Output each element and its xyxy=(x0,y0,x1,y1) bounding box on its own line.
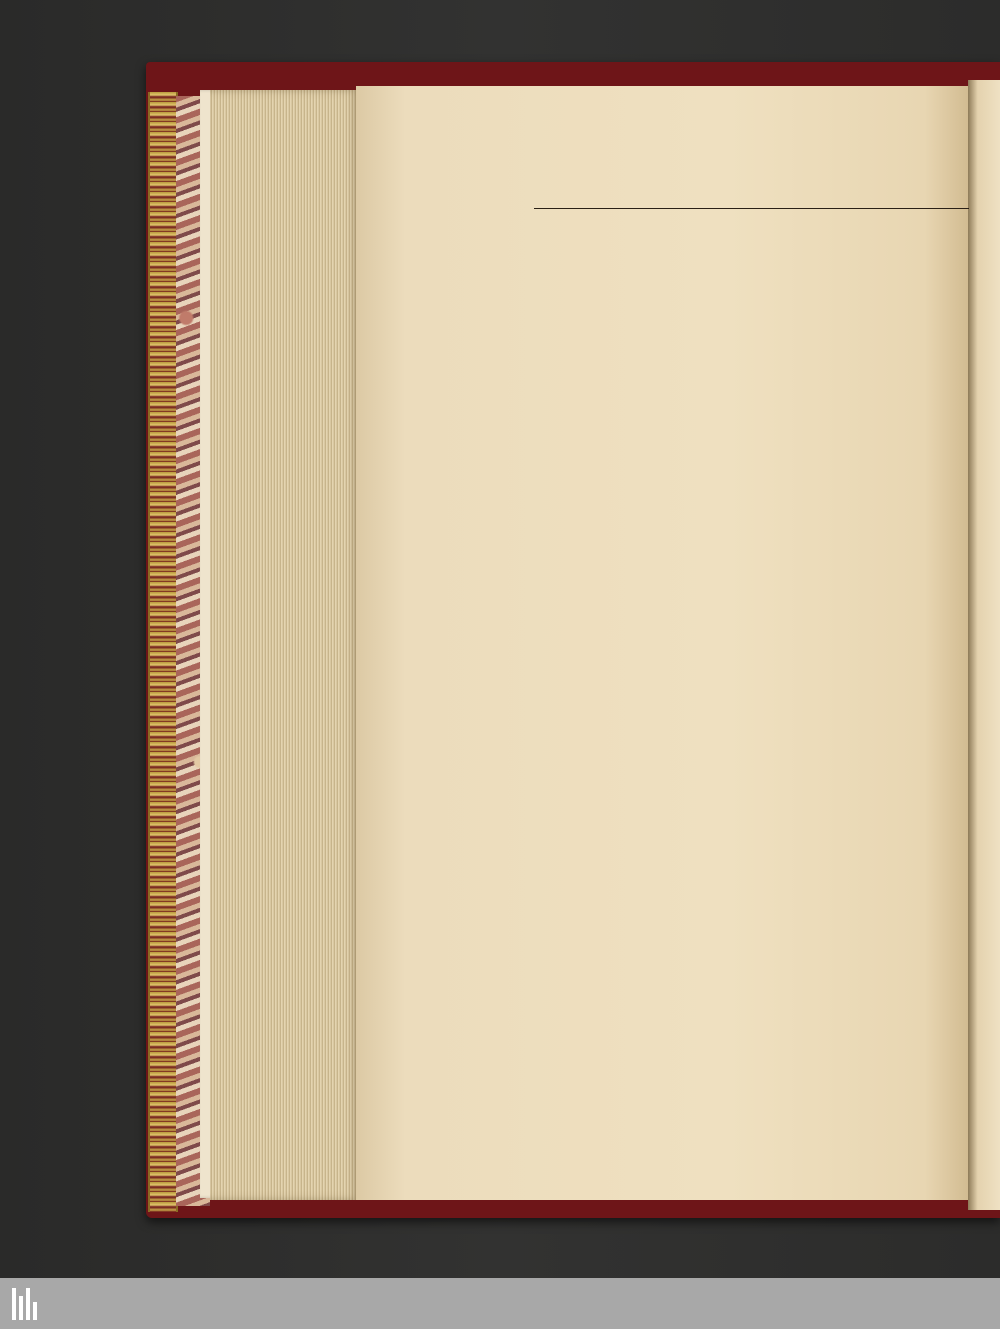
facing-page-gutter xyxy=(968,80,1000,1210)
book-page xyxy=(356,86,974,1200)
page-block-edge xyxy=(210,90,360,1200)
library-footer xyxy=(0,1278,1000,1329)
gilt-border xyxy=(148,92,178,1212)
section-rule xyxy=(534,208,969,209)
page-text xyxy=(524,148,972,231)
page-header xyxy=(524,148,972,180)
library-logo-icon xyxy=(12,1288,44,1320)
